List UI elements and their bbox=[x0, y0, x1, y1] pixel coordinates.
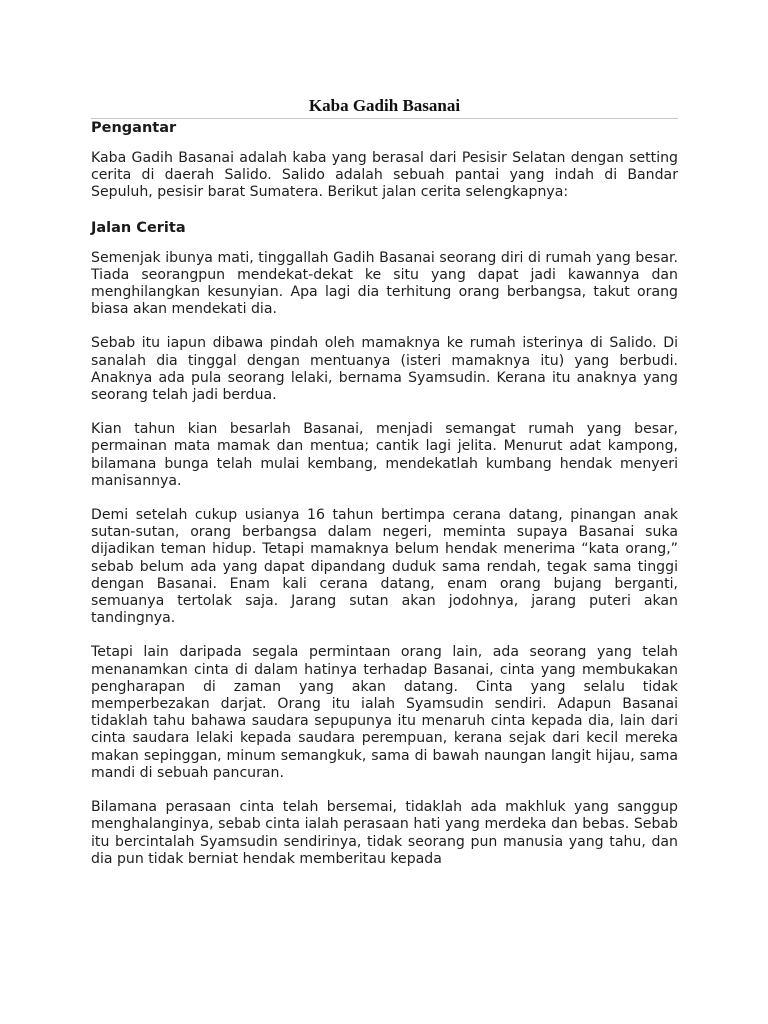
section-heading-pengantar: Pengantar bbox=[91, 118, 678, 137]
paragraph-intro: Kaba Gadih Basanai adalah kaba yang berasal dari Pesisir Selatan dengan setting cerita di daerah Salido. Salido adalah sebuah pantai yang indah di Bandar Sepuluh, pesisir barat Sumatera. Berikut jalan cerita selengkapnya: bbox=[91, 150, 678, 201]
paragraph: Semenjak ibunya mati, tinggallah Gadih Basanai seorang diri di rumah yang besar. Tiada seorangpun mendekat-dekat ke situ yang dapat jadi kawannya dan menghilangkan kesunyian. Apa lagi dia terhitung orang berbangsa, takut orang biasa akan mendekati dia. bbox=[91, 249, 678, 318]
section-heading-jalan-cerita: Jalan Cerita bbox=[91, 219, 186, 236]
spacer bbox=[91, 137, 678, 150]
spacer bbox=[91, 404, 678, 421]
spacer bbox=[91, 490, 678, 507]
document-page bbox=[91, 96, 678, 868]
paragraph: Sebab itu iapun dibawa pindah oleh mamaknya ke rumah isterinya di Salido. Di sanalah dia tinggal dengan mentuanya (isteri mamaknya itu) yang berbudi. Anaknya ada pula seorang lelaki, bernama Syamsudin. Kerana itu anaknya yang seorang telah jadi berdua. bbox=[91, 335, 678, 404]
paragraph: Kian tahun kian besarlah Basanai, menjadi semangat rumah yang besar, permainan mata mamak dan mentua; cantik lagi jelita. Menurut adat kampong, bilamana bunga telah mulai kembang, mendekatlah kumbang hendak menyeri manisannya. bbox=[91, 421, 678, 489]
spacer bbox=[91, 237, 678, 250]
document-title: Kaba Gadih Basanai bbox=[308, 96, 461, 115]
paragraph: Demi setelah cukup usianya 16 tahun bertimpa cerana datang, pinangan anak sutan-sutan, orang berbangsa dalam negeri, meminta supaya Basanai suka dijadikan teman hidup. Tetapi mamaknya belum hendak menerima “kata orang,” sebab belum ada yang dapat dipandang duduk sama rendah, tegak sama tinggi dengan Basanai. Enam kali cerana datang, enam orang bujang berganti, semuanya tertolak saja. Jarang sutan akan jodohnya, jarang puteri akan tandingnya. bbox=[91, 507, 678, 627]
paragraph: Tetapi lain daripada segala permintaan orang lain, ada seorang yang telah menanamkan cinta di dalam hatinya terhadap Basanai, cinta yang membukakan pengharapan di zaman yang akan datang. Cinta yang selalu tidak memperbezakan darjat. Orang itu ialah Syamsudin sendiri. Adapun Basanai tidaklah tahu bahawa saudara sepupunya itu menaruh cinta kepada dia, lain dari cinta saudara lelaki kepada saudara perempuan, kerana sejak dari kecil mereka makan sepinggan, minum semangkuk, sama di bawah naungan langit hijau, sama mandi di sebuah pancuran. bbox=[91, 644, 678, 781]
spacer bbox=[91, 782, 678, 799]
paragraph: Bilamana perasaan cinta telah bersemai, tidaklah ada makhluk yang sanggup menghalanginya, sebab cinta ialah perasaan hati yang merdeka dan bebas. Sebab itu bercintalah Syamsudin sendirinya, tidak seorang pun manusia yang tahu, dan dia pun tidak berniat hendak memberitau kepada bbox=[91, 799, 678, 867]
spacer bbox=[91, 318, 678, 335]
spacer bbox=[91, 627, 678, 644]
spacer bbox=[91, 202, 678, 219]
